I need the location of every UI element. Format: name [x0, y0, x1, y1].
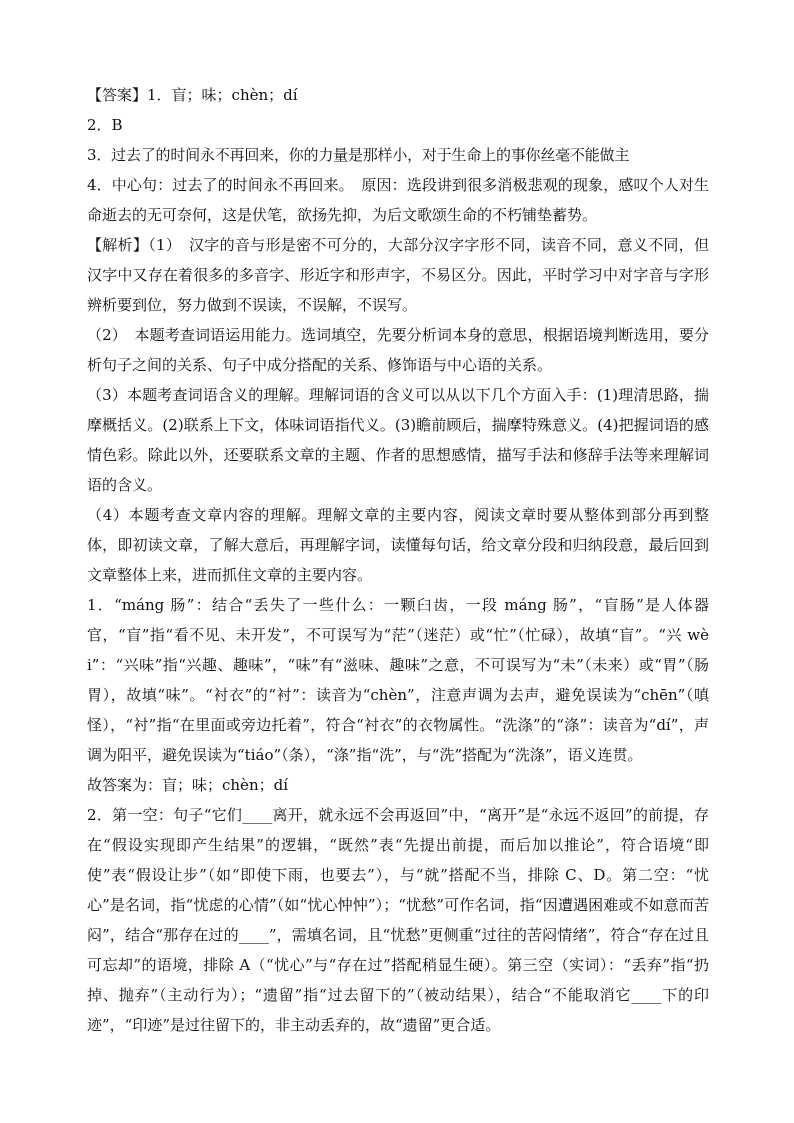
answer-line-4: 4．中心句：过去了的时间永不再回来。 原因：选段讲到很多消极悲观的现象，感叹个人对生命逝去的无可奈何，这是伏笔，欲扬先抑，为后文歌颂生命的不朽铺垫蓄势。 — [87, 176, 709, 224]
explanation-q1: 1．“máng 肠”：结合“丢失了一些什么：一颗臼齿，一段 máng 肠”，“盲肠”是人体器官，“盲”指“看不见、未开发”，不可误写为“茫”（迷茫）或“忙”（忙碌），故填“盲”。“兴 wèi”：“兴味”指“兴趣、趣味”，“味”有“滋味、趣味”之意，不可误写为“未”（未来）或“胃”（肠胃），故填“味”。“衬衣”的“衬”：读音为“chèn”，注意声调为去声，避免误读为“chēn”（嗔怪），“衬”指“在里面或旁边托着”，符合“衬衣”的衣物属性。“洗涤”的“涤”：读音为“dí”，声调为阳平，避免误读为“tiáo”（条），“涤”指“洗”，与“洗”搭配为“洗涤”，语义连贯。 — [87, 596, 709, 764]
answer-line-3: 3．过去了的时间永不再回来，你的力量是那样小，对于生命上的事你丝毫不能做主 — [87, 146, 630, 164]
analysis-part-1: 【解析】（1） 汉字的音与形是密不可分的，大部分汉字字形不同，读音不同，意义不同，但汉字中又存在着很多的多音字、形近字和形声字，不易区分。因此，平时学习中对字音与字形辨析要到位，努力做到不误读，不误解，不误写。 — [87, 236, 709, 314]
answer-line-2: 2．B — [87, 116, 123, 134]
answer-summary-q1: 故答案为：盲；味；chèn；dí — [87, 776, 288, 794]
analysis-part-4: （4）本题考查文章内容的理解。理解文章的主要内容，阅读文章时要从整体到部分再到整体，即初读文章，了解大意后，再理解字词，读懂每句话，给文章分段和归纳段意，最后回到文章整体上来，进而抓住文章的主要内容。 — [87, 506, 709, 584]
analysis-part-3: （3）本题考查词语含义的理解。理解词语的含义可以从以下几个方面入手：(1)理清思路，揣摩概括义。(2)联系上下文，体味词语指代义。(3)瞻前顾后，揣摩特殊意义。(4)把握词语的感情色彩。除此以外，还要联系文章的主题、作者的思想感情，描写手法和修辞手法等来理解词语的含义。 — [87, 386, 709, 494]
page-content — [87, 80, 709, 1040]
analysis-part-2: （2） 本题考查词语运用能力。选词填空，先要分析词本身的意思，根据语境判断选用，要分析句子之间的关系、句子中成分搭配的关系、修饰语与中心语的关系。 — [87, 326, 709, 374]
answer-line-1: 【答案】1．盲；味；chèn；dí — [87, 86, 298, 104]
explanation-q2: 2．第一空：句子“它们____离开，就永远不会再返回”中，“离开”是“永远不返回”的前提，存在“假设实现即产生结果”的逻辑，“既然”表“先提出前提，而后加以推论”，符合语境“即使”表“假设让步”（如“即使下雨，也要去”），与“就”搭配不当，排除 C、D。第二空：“忧心”是名词，指“忧虑的心情”（如“忧心忡忡”）；“忧愁”可作名词，指“因遭遇困难或不如意而苦闷”，结合“那存在过的____”，需填名词，且“忧愁”更侧重“过往的苦闷情绪”，符合“存在过且可忘却”的语境，排除 A（“忧心”与“存在过”搭配稍显生硬）。第三空（实词）：“丢弃”指“扔掉、抛弃”（主动行为）；“遗留”指“过去留下的”（被动结果），结合“不能取消它____下的印迹”，“印迹”是过往留下的，非主动丢弃的，故“遗留”更合适。 — [87, 806, 709, 1034]
